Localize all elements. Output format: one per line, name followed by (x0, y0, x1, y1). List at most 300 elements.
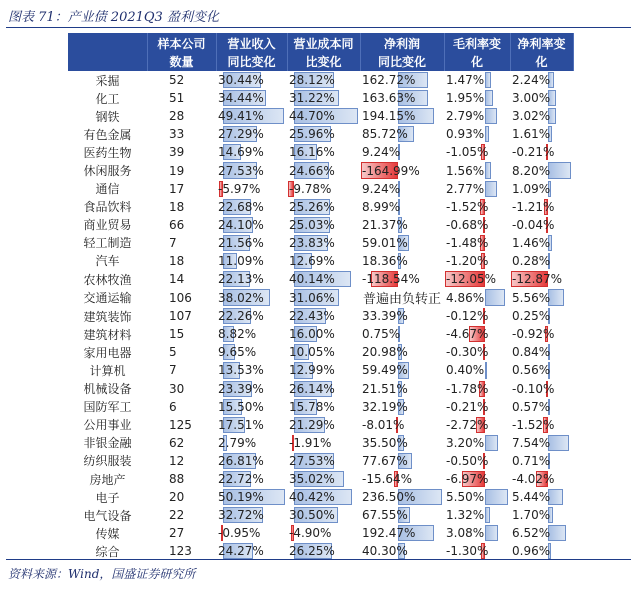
net-margin-change-cell (510, 143, 573, 161)
value-label: -1.05% (446, 145, 489, 160)
net-profit-change-cell (360, 524, 444, 542)
sample-count-cell: 33 (169, 127, 185, 142)
gross-margin-change-cell (444, 542, 510, 560)
industry-name-cell: 钢铁 (95, 109, 120, 124)
cost-change-cell (287, 107, 360, 125)
cost-change-cell (287, 71, 360, 89)
cost-change-cell (287, 452, 360, 470)
value-label: 20.98% (362, 345, 408, 360)
value-label: -12.05% (446, 272, 497, 287)
value-label: 27.53% (218, 163, 264, 178)
value-label: 22.68% (218, 199, 264, 214)
net-margin-change-cell (510, 416, 573, 434)
industry-name-cell: 商业贸易 (83, 218, 132, 233)
table-row (68, 325, 573, 343)
cost-change-cell (287, 307, 360, 325)
industry-name-cell: 农林牧渔 (83, 272, 132, 287)
net-margin-change-cell (510, 524, 573, 542)
value-label: -4.67% (446, 327, 489, 342)
net-margin-change-cell (510, 180, 573, 198)
value-label: 15.50% (218, 399, 264, 414)
value-label: 18.36% (362, 253, 408, 268)
value-label: 236.50% (362, 490, 416, 505)
cost-change-cell (287, 143, 360, 161)
industry-name-cell: 纺织服装 (83, 454, 132, 469)
sample-count-cell: 88 (169, 472, 185, 487)
header-sample-count-sub: 数量 (147, 53, 216, 71)
net-profit-change-cell (360, 252, 444, 270)
revenue-change-cell (216, 506, 287, 524)
value-label: -0.68% (446, 217, 489, 232)
sample-count-cell: 27 (169, 526, 185, 541)
value-label: 1.70% (512, 508, 551, 523)
value-label: 67.55% (362, 508, 408, 523)
industry-name-cell: 非银金融 (83, 436, 132, 451)
industry-name-cell: 轻工制造 (83, 236, 132, 251)
revenue-change-cell (216, 524, 287, 542)
value-label: -1.30% (446, 544, 489, 559)
net-profit-change-cell (360, 380, 444, 398)
cost-change-cell (287, 89, 360, 107)
value-label: 9.24% (362, 145, 401, 160)
revenue-change-cell (216, 288, 287, 307)
value-label: 23.39% (218, 381, 264, 396)
net-margin-change-cell (510, 125, 573, 143)
data-bar (485, 90, 493, 106)
net-margin-change-cell (510, 470, 573, 488)
revenue-change-cell (216, 89, 287, 107)
sample-count-cell: 28 (169, 109, 185, 124)
title-divider (6, 27, 631, 28)
value-label: 59.49% (362, 363, 408, 378)
net-profit-change-cell (360, 89, 444, 107)
value-label: 24.66% (289, 163, 335, 178)
industry-name-cell: 化工 (95, 91, 120, 106)
header-industry-sub (68, 53, 147, 71)
net-margin-change-cell (510, 488, 573, 506)
gross-margin-change-cell (444, 361, 510, 379)
net-margin-change-cell (510, 107, 573, 125)
value-label: 32.19% (362, 399, 408, 414)
header-cost-sub: 比变化 (287, 53, 360, 71)
revenue-change-cell (216, 343, 287, 361)
value-label: 25.96% (289, 127, 335, 142)
value-label: 11.09% (218, 253, 264, 268)
data-bar (485, 72, 491, 88)
header-net-margin-sub: 化 (510, 53, 573, 71)
data-bar (485, 507, 491, 523)
cost-change-cell (287, 434, 360, 452)
value-label: 0.40% (446, 363, 485, 378)
gross-margin-change-cell (444, 216, 510, 234)
value-label: 26.14% (289, 381, 335, 396)
value-label: 1.46% (512, 235, 551, 250)
value-label: -6.97% (446, 472, 489, 487)
sample-count-cell: 51 (169, 91, 185, 106)
value-label: 40.14% (289, 272, 335, 287)
industry-name-cell: 有色金属 (83, 127, 132, 142)
gross-margin-change-cell (444, 89, 510, 107)
gross-margin-change-cell (444, 125, 510, 143)
table-header (68, 33, 573, 71)
net-margin-change-cell (510, 542, 573, 560)
gross-margin-change-cell (444, 288, 510, 307)
revenue-change-cell (216, 143, 287, 161)
revenue-change-cell (216, 307, 287, 325)
value-label: 50.19% (218, 490, 264, 505)
net-margin-change-cell (510, 325, 573, 343)
cost-change-cell (287, 398, 360, 416)
data-bar (485, 525, 498, 541)
gross-margin-change-cell (444, 380, 510, 398)
industry-name-cell: 综合 (95, 544, 120, 559)
net-margin-change-cell (510, 71, 573, 89)
value-label: 9.24% (362, 181, 401, 196)
table-row (68, 452, 573, 470)
table-row (68, 216, 573, 234)
value-label: 10.05% (289, 345, 335, 360)
value-label: 25.26% (289, 199, 335, 214)
revenue-change-cell (216, 398, 287, 416)
cost-change-cell (287, 380, 360, 398)
header-net-margin: 净利率变 (510, 33, 573, 53)
header-revenue-sub: 同比变化 (216, 53, 287, 71)
value-label: 13.53% (218, 363, 264, 378)
industry-name-cell: 汽车 (95, 254, 120, 269)
value-label: 194.15% (362, 109, 416, 124)
value-label: 40.42% (289, 490, 335, 505)
value-label: 23.83% (289, 235, 335, 250)
table-row (68, 524, 573, 542)
value-label: 2.24% (512, 73, 551, 88)
industry-name-cell: 机械设备 (83, 382, 132, 397)
revenue-change-cell (216, 107, 287, 125)
table-row (68, 343, 573, 361)
value-label: 0.75% (362, 327, 401, 342)
data-bar (485, 435, 498, 451)
data-bar (548, 489, 563, 505)
sample-count-cell: 19 (169, 163, 185, 178)
revenue-change-cell (216, 71, 287, 89)
data-bar (548, 525, 566, 541)
cost-change-cell (287, 161, 360, 179)
net-margin-change-cell (510, 506, 573, 524)
gross-margin-change-cell (444, 252, 510, 270)
data-bar (485, 362, 487, 378)
gross-margin-change-cell (444, 488, 510, 506)
sample-count-cell: 14 (169, 272, 185, 287)
value-label: 32.72% (218, 508, 264, 523)
revenue-change-cell (216, 416, 287, 434)
industry-name-cell: 采掘 (95, 73, 120, 88)
gross-margin-change-cell (444, 343, 510, 361)
data-bar (485, 162, 492, 178)
gross-margin-change-cell (444, 180, 510, 198)
cost-change-cell (287, 506, 360, 524)
net-margin-change-cell (510, 398, 573, 416)
value-label: -0.50% (446, 453, 489, 468)
revenue-change-cell (216, 325, 287, 343)
value-label: 8.20% (512, 163, 551, 178)
net-margin-change-cell (510, 380, 573, 398)
net-profit-change-cell (360, 542, 444, 560)
revenue-change-cell (216, 470, 287, 488)
net-profit-change-cell (360, 71, 444, 89)
cost-change-cell (287, 125, 360, 143)
net-profit-change-cell: 普遍由负转正 (362, 292, 441, 308)
value-label: -1.48% (446, 235, 489, 250)
net-margin-change-cell (510, 234, 573, 252)
table-body (68, 71, 573, 560)
value-label: 0.84% (512, 345, 551, 360)
value-label: 35.50% (362, 435, 408, 450)
cost-change-cell (287, 343, 360, 361)
industry-name-cell: 交通运输 (83, 291, 132, 306)
value-label: 27.29% (218, 127, 264, 142)
value-label: 8.99% (362, 199, 401, 214)
value-label: 1.61% (512, 127, 551, 142)
value-label: 22.43% (289, 309, 335, 324)
sample-count-cell: 125 (169, 417, 192, 432)
data-bar (485, 489, 508, 505)
value-label: 85.72% (362, 127, 408, 142)
table-row (68, 89, 573, 107)
value-label: 26.81% (218, 453, 264, 468)
value-label: -0.95% (218, 526, 261, 541)
value-label: 35.02% (289, 472, 335, 487)
value-label: -8.01% (362, 417, 405, 432)
table-row (68, 434, 573, 452)
value-label: 16.00% (289, 327, 335, 342)
value-label: 0.96% (512, 544, 551, 559)
net-profit-change-cell (360, 125, 444, 143)
header-net-profit: 净利润 (360, 33, 444, 53)
gross-margin-change-cell (444, 524, 510, 542)
header-gross-margin-sub: 化 (444, 53, 510, 71)
value-label: 30.44% (218, 73, 264, 88)
value-label: 24.27% (218, 544, 264, 559)
data-bar (485, 126, 489, 142)
revenue-change-cell (216, 252, 287, 270)
table-row (68, 71, 573, 89)
sample-count-cell: 18 (169, 253, 185, 268)
net-margin-change-cell (510, 361, 573, 379)
table-row (68, 488, 573, 506)
table-row (68, 270, 573, 288)
net-profit-change-cell (360, 216, 444, 234)
net-margin-change-cell (510, 343, 573, 361)
value-label: 162.72% (362, 73, 416, 88)
revenue-change-cell (216, 234, 287, 252)
value-label: 14.69% (218, 145, 264, 160)
sample-count-cell: 30 (169, 381, 185, 396)
value-label: 59.01% (362, 235, 408, 250)
net-profit-change-cell (360, 361, 444, 379)
value-label: -164.99% (362, 163, 420, 178)
value-label: 2.79% (446, 109, 485, 124)
value-label: -1.21% (512, 199, 555, 214)
sample-count-cell: 66 (169, 217, 185, 232)
value-label: 0.71% (512, 453, 551, 468)
value-label: -4.90% (289, 526, 332, 541)
value-label: -1.78% (446, 381, 489, 396)
gross-margin-change-cell (444, 470, 510, 488)
value-label: 1.47% (446, 73, 485, 88)
net-profit-change-cell (360, 307, 444, 325)
revenue-change-cell (216, 180, 287, 198)
value-label: 192.47% (362, 526, 416, 541)
table-row (68, 542, 573, 560)
net-profit-change-cell (360, 452, 444, 470)
table-row (68, 180, 573, 198)
industry-name-cell: 国防军工 (83, 400, 132, 415)
gross-margin-change-cell (444, 234, 510, 252)
net-profit-change-cell (360, 107, 444, 125)
value-label: 4.86% (446, 290, 485, 305)
net-profit-change-cell (360, 434, 444, 452)
value-label: 12.69% (289, 253, 335, 268)
value-label: -0.12% (446, 309, 489, 324)
net-profit-change-cell (360, 398, 444, 416)
cost-change-cell (287, 270, 360, 288)
revenue-change-cell (216, 161, 287, 179)
gross-margin-change-cell (444, 325, 510, 343)
value-label: -0.10% (512, 381, 555, 396)
table-row (68, 143, 573, 161)
value-label: 26.25% (289, 544, 335, 559)
value-label: 21.56% (218, 235, 264, 250)
sample-count-cell: 62 (169, 435, 185, 450)
industry-name-cell: 建筑装饰 (83, 309, 132, 324)
value-label: 22.13% (218, 272, 264, 287)
sample-count-cell: 5 (169, 345, 177, 360)
net-profit-change-cell (360, 416, 444, 434)
cost-change-cell (287, 216, 360, 234)
value-label: 12.99% (289, 363, 335, 378)
industry-name-cell: 通信 (95, 182, 120, 197)
data-bar (485, 108, 497, 124)
value-label: 77.67% (362, 453, 408, 468)
net-margin-change-cell (510, 252, 573, 270)
value-label: -1.91% (289, 435, 332, 450)
net-profit-change-cell (360, 234, 444, 252)
value-label: 16.16% (289, 145, 335, 160)
header-industry (68, 33, 147, 53)
gross-margin-change-cell (444, 71, 510, 89)
value-label: 22.26% (218, 309, 264, 324)
net-margin-change-cell (510, 89, 573, 107)
value-label: 21.37% (362, 217, 408, 232)
value-label: 3.00% (512, 91, 551, 106)
gross-margin-change-cell (444, 434, 510, 452)
table-row (68, 198, 573, 216)
revenue-change-cell (216, 488, 287, 506)
cost-change-cell (287, 470, 360, 488)
value-label: 9.65% (218, 345, 257, 360)
value-label: 30.50% (289, 508, 335, 523)
value-label: -1.52% (512, 417, 555, 432)
value-label: -4.02% (512, 472, 555, 487)
gross-margin-change-cell (444, 398, 510, 416)
value-label: 21.51% (362, 381, 408, 396)
table-row (68, 234, 573, 252)
industry-name-cell: 计算机 (89, 363, 126, 378)
sample-count-cell: 17 (169, 181, 185, 196)
cost-change-cell (287, 198, 360, 216)
industry-name-cell: 公用事业 (83, 418, 132, 433)
gross-margin-change-cell (444, 416, 510, 434)
value-label: 5.44% (512, 490, 551, 505)
revenue-change-cell (216, 434, 287, 452)
sample-count-cell: 18 (169, 199, 185, 214)
net-margin-change-cell (510, 198, 573, 216)
revenue-change-cell (216, 198, 287, 216)
table-row (68, 470, 573, 488)
net-profit-change-cell (360, 143, 444, 161)
profit-change-table (68, 33, 574, 560)
table-row (68, 107, 573, 125)
value-label: 0.57% (512, 399, 551, 414)
gross-margin-change-cell (444, 452, 510, 470)
source-note: 资料来源：Wind，国盛证券研究所 (8, 567, 196, 581)
value-label: 1.95% (446, 91, 485, 106)
value-label: -1.52% (446, 199, 489, 214)
value-label: 40.30% (362, 544, 408, 559)
value-label: -1.20% (446, 253, 489, 268)
value-label: 1.09% (512, 181, 551, 196)
industry-name-cell: 建筑材料 (83, 327, 132, 342)
value-label: -0.04% (512, 217, 555, 232)
table-row (68, 506, 573, 524)
value-label: -15.64% (362, 472, 413, 487)
cost-change-cell (287, 252, 360, 270)
revenue-change-cell (216, 361, 287, 379)
net-margin-change-cell (510, 434, 573, 452)
table-row (68, 252, 573, 270)
table-row (68, 125, 573, 143)
value-label: 163.63% (362, 91, 416, 106)
sample-count-cell: 15 (169, 327, 185, 342)
industry-name-cell: 食品饮料 (83, 200, 132, 215)
value-label: 2.77% (446, 181, 485, 196)
value-label: -5.97% (218, 181, 261, 196)
value-label: 17.51% (218, 417, 264, 432)
industry-name-cell: 房地产 (89, 472, 126, 487)
sample-count-cell: 7 (169, 363, 177, 378)
value-label: 24.10% (218, 217, 264, 232)
cost-change-cell (287, 234, 360, 252)
table-row (68, 307, 573, 325)
net-profit-change-cell (360, 343, 444, 361)
net-margin-change-cell (510, 288, 573, 307)
value-label: 1.32% (446, 508, 485, 523)
cost-change-cell (287, 180, 360, 198)
industry-name-cell: 休闲服务 (83, 164, 132, 179)
figure-title: 图表 71：产业债 2021Q3 盈利变化 (8, 10, 219, 25)
net-profit-change-cell (360, 270, 444, 288)
revenue-change-cell (216, 452, 287, 470)
net-profit-change-cell (360, 488, 444, 506)
net-profit-change-cell (360, 325, 444, 343)
sample-count-cell: 12 (169, 453, 185, 468)
value-label: 31.22% (289, 91, 335, 106)
table-row (68, 380, 573, 398)
value-label: 6.52% (512, 526, 551, 541)
value-label: 8.82% (218, 327, 257, 342)
industry-name-cell: 传媒 (95, 526, 120, 541)
gross-margin-change-cell (444, 270, 510, 288)
net-margin-change-cell (510, 216, 573, 234)
